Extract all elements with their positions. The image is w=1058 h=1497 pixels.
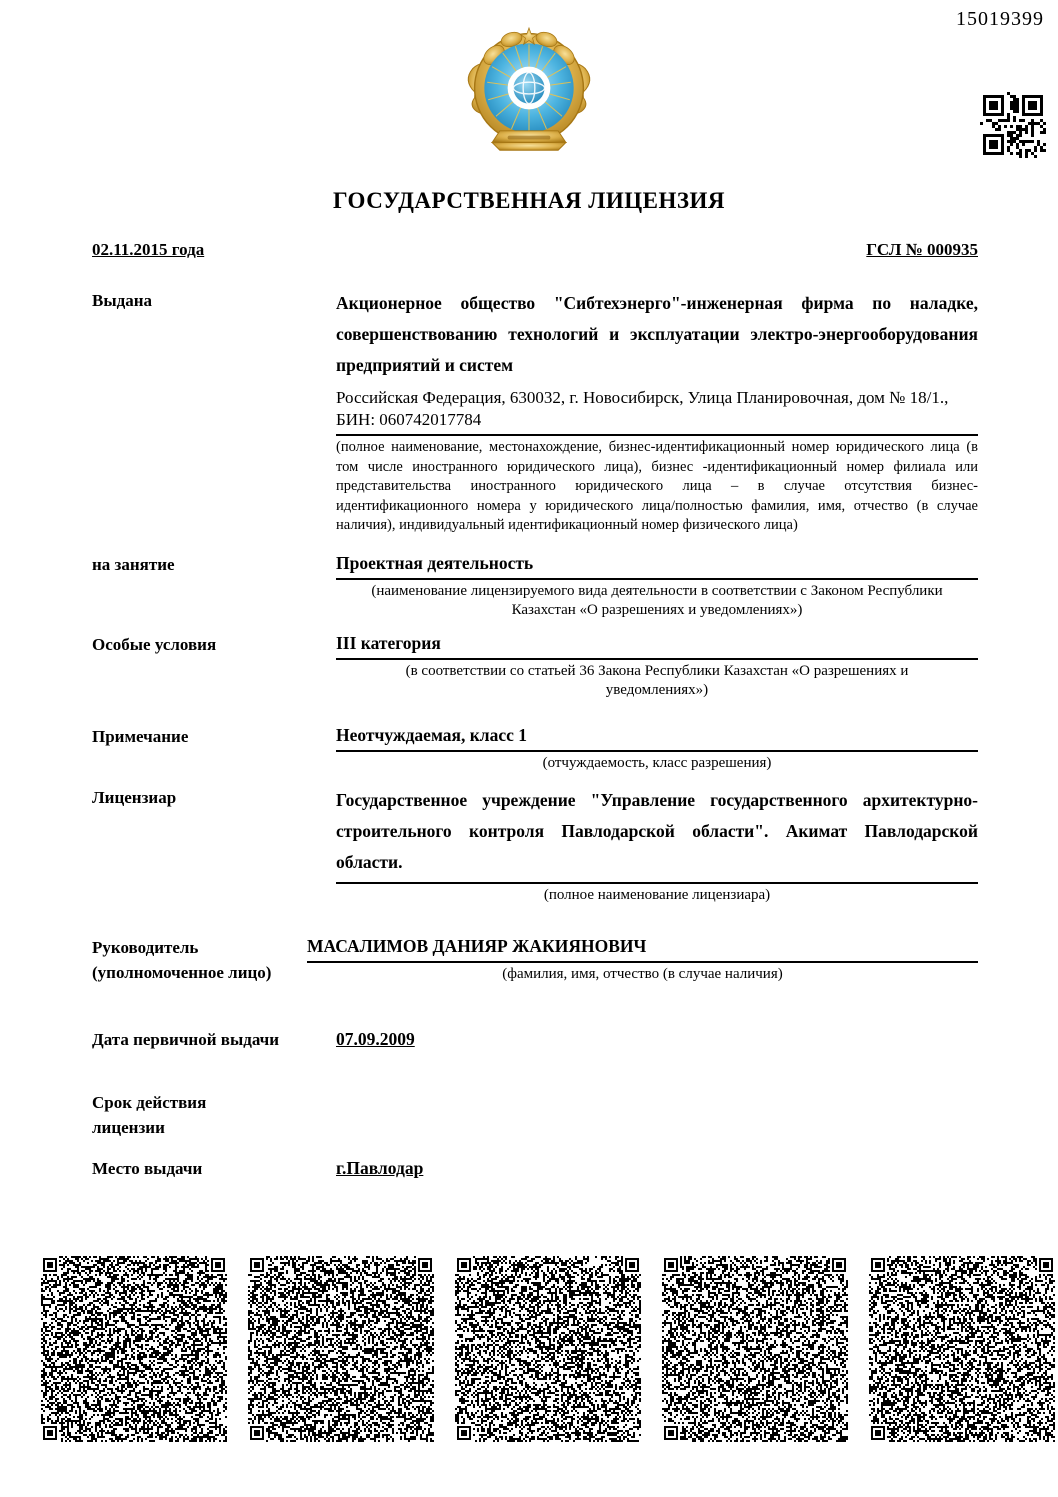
- field-validity-value: [232, 1090, 978, 1140]
- field-activity: [92, 552, 978, 620]
- qr-code-icon: [662, 1256, 848, 1442]
- field-issued-caption: (полное наименование, местонахождение, бизнес-идентификационный номер юридического лица (в том числе иностранного юридического лица), бизнес -идентификационный номер филиала или представительства иностранного юридического лица – в случае отсутствия бизнес-идентификационного номера у юридического лица/полностью фамилия, имя, отчество (в случае наличия), индивидуальный идентификационный номер физического лица): [336, 439, 978, 533]
- license-number: ГСЛ № 000935: [866, 240, 978, 259]
- field-special-conditions: [92, 632, 978, 700]
- field-first-issue-value: 07.09.2009: [336, 1028, 415, 1049]
- divider: [307, 961, 978, 963]
- barcode-row: [41, 1256, 1055, 1442]
- field-special-label: Особые условия: [92, 634, 217, 654]
- qr-code-icon: [41, 1256, 227, 1442]
- kazakhstan-emblem-icon: [460, 22, 598, 158]
- qr-code-icon: [869, 1256, 1055, 1442]
- issue-date: 02.11.2015 года: [92, 240, 205, 259]
- field-first-issue-label: Дата первичной выдачи: [92, 1029, 280, 1049]
- document-number: 15019399: [956, 8, 1044, 30]
- field-licensor-value: Государственное учреждение "Управление государственного архитектурно-строительного контроля Павлодарской области". Акимат Павлодарской области.: [336, 789, 978, 872]
- field-head: [92, 935, 978, 985]
- field-first-issue: [92, 1027, 978, 1052]
- field-note-value: Неотчуждаемая, класс 1: [336, 724, 528, 745]
- field-head-caption: (фамилия, имя, отчество (в случае наличия): [502, 965, 783, 982]
- qr-code-icon: [455, 1256, 641, 1442]
- field-issued: [92, 288, 978, 536]
- qr-code-icon: [980, 92, 1046, 158]
- divider: [336, 434, 978, 436]
- field-issued-address: Российская Федерация, 630032, г. Новосибирск, Улица Планировочная, дом № 18/1., БИН: 060742017784: [336, 388, 949, 429]
- field-issued-label: Выдана: [92, 291, 153, 310]
- meta-row: [92, 240, 978, 260]
- field-note-label: Примечание: [92, 726, 189, 746]
- field-issued-value: Акционерное общество "Сибтехэнерго"-инженерная фирма по наладке, совершенствованию технологий и эксплуатации электро-энергооборудования предприятий и систем: [336, 293, 978, 375]
- field-licensor-caption: (полное наименование лицензиара): [543, 886, 771, 903]
- field-validity: [92, 1090, 978, 1140]
- field-head-value: МАСАЛИМОВ ДАНИЯР ЖАКИЯНОВИЧ: [307, 935, 647, 956]
- divider: [336, 750, 978, 752]
- field-note-caption: (отчуждаемость, класс разрешения): [542, 754, 772, 771]
- page-title: ГОСУДАРСТВЕННАЯ ЛИЦЕНЗИЯ: [332, 188, 726, 213]
- field-note: [92, 724, 978, 773]
- qr-code-icon: [248, 1256, 434, 1442]
- field-activity-label: на занятие: [92, 554, 175, 574]
- field-activity-caption: (наименование лицензируемого вида деятельности в соответствии с Законом Республики Казахстан «О разрешениях и уведомлениях»): [371, 582, 943, 618]
- field-place: [92, 1156, 978, 1181]
- field-place-label: Место выдачи: [92, 1158, 203, 1178]
- divider: [336, 578, 978, 580]
- field-special-caption: (в соответствии со статьей 36 Закона Республики Казахстан «О разрешениях и уведомлениях»): [405, 662, 909, 698]
- field-validity-label: Срок действия лицензии: [92, 1092, 207, 1137]
- field-head-label: Руководитель (уполномоченное лицо): [92, 937, 272, 982]
- license-body: [92, 288, 978, 1181]
- field-licensor: [92, 785, 978, 905]
- field-special-value: III категория: [336, 632, 441, 653]
- divider: [336, 882, 978, 884]
- field-licensor-label: Лицензиар: [92, 787, 177, 807]
- field-place-value: г.Павлодар: [336, 1157, 424, 1178]
- divider: [336, 658, 978, 660]
- field-activity-value: Проектная деятельность: [336, 552, 534, 573]
